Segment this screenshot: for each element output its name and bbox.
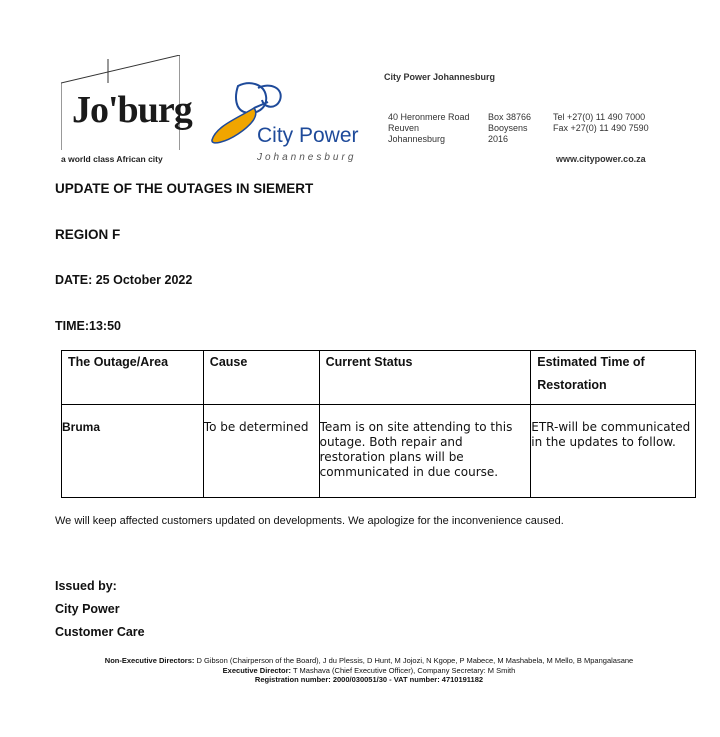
footer-registration	[0, 675, 720, 685]
table-row	[62, 405, 696, 498]
footer-ned-label: Non-Executive Directors:	[104, 656, 195, 665]
cell-etr: ETR-will be communicated in the updates to follow.	[531, 405, 696, 498]
footer-ned-text: D Gibson (Chairperson of the Board), J du Plessis, D Hunt, M Jojozi, N Kgope, P Mabece, M Mashabela, M Mello, B Mpangalasane	[196, 656, 634, 665]
joburg-logo-text: Jo'burg	[72, 89, 192, 131]
postal-line: 2016	[488, 134, 509, 144]
postal-line: Box 38766	[488, 112, 532, 122]
issued-by-label: Issued by:	[55, 579, 117, 593]
outage-table	[61, 350, 696, 498]
street-address	[388, 112, 470, 145]
document-title: UPDATE OF THE OUTAGES IN SIEMERT	[55, 181, 314, 196]
website-link[interactable]: www.citypower.co.za	[556, 154, 646, 164]
footer	[0, 656, 720, 685]
date-label: DATE: 25 October 2022	[55, 273, 193, 287]
footer-exec-text: T Mashava (Chief Executive Officer), Company Secretary: M Smith	[293, 665, 516, 675]
company-name: City Power Johannesburg	[384, 72, 496, 82]
footer-executive	[0, 666, 720, 676]
address-line: Johannesburg	[388, 134, 446, 144]
city-power-logo-text: City Power	[257, 124, 359, 147]
address-line: 40 Heronmere Road	[388, 112, 470, 122]
region-label: REGION F	[55, 227, 121, 242]
cell-area: Bruma	[62, 405, 204, 498]
contact-numbers	[553, 112, 649, 134]
postal-address	[488, 112, 531, 145]
fax: Fax +27(0) 11 490 7590	[553, 123, 649, 133]
footer-directors	[0, 656, 720, 666]
issued-by-block	[55, 575, 145, 644]
table-header-row	[62, 351, 696, 405]
city-power-logo-subtext: Johannesburg	[257, 152, 357, 163]
address-line: Reuven	[388, 123, 420, 133]
joburg-tagline: a world class African city	[61, 154, 163, 164]
postal-line: Booysens	[488, 123, 528, 133]
header-area: The Outage/Area	[62, 351, 204, 405]
issuer-org: City Power	[55, 602, 120, 616]
header-etr: Estimated Time of Restoration	[531, 351, 696, 405]
cell-status: Team is on site attending to this outage. Both repair and restoration plans will be communicated in due course.	[319, 405, 531, 498]
footer-exec-label: Executive Director:	[222, 665, 292, 675]
customer-note: We will keep affected customers updated on developments. We apologize for the inconvenience caused.	[55, 515, 564, 527]
telephone: Tel +27(0) 11 490 7000	[553, 112, 646, 122]
footer-reg-text: Registration number: 2000/030051/30 - VAT number: 4710191182	[254, 675, 484, 684]
header-cause: Cause	[203, 351, 319, 405]
issuer-dept: Customer Care	[55, 625, 145, 639]
time-label: TIME:13:50	[55, 319, 121, 333]
header-status: Current Status	[319, 351, 531, 405]
cell-cause: To be determined	[203, 405, 319, 498]
